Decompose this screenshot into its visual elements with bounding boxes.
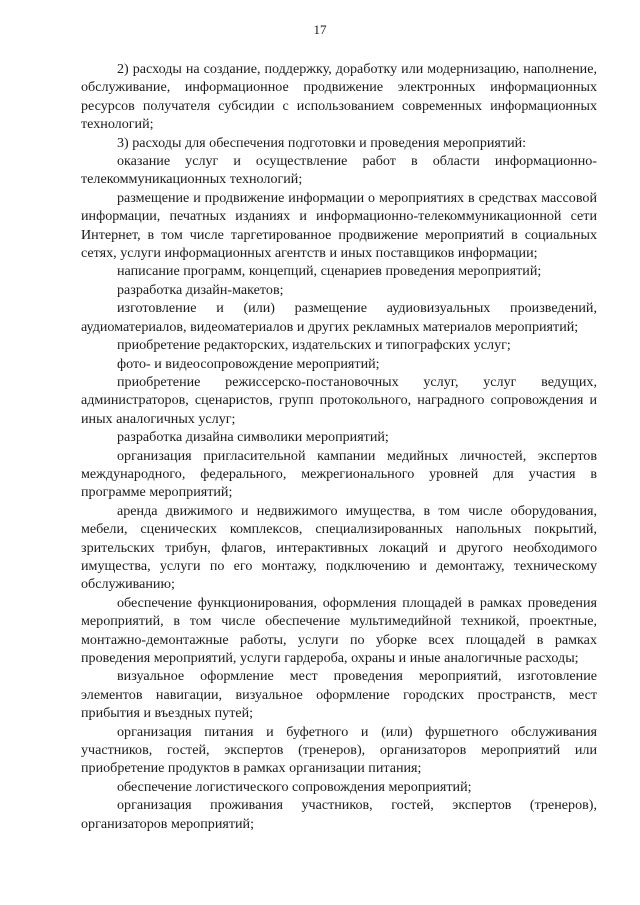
paragraph: фото- и видеосопровождение мероприятий; bbox=[117, 355, 380, 372]
paragraph: организация пригласительной кампании медийных личностей, экспертов международного, федерального, межрегионального уровней для участия в программе мероприятий; bbox=[81, 447, 597, 501]
paragraph: обеспечение функционирования, оформления площадей в рамках проведения мероприятий, в том числе обеспечение мультимедийной техникой, проектные, монтажно-демонтажные работы, услуги по уборке всех площадей в рамках проведения мероприятий, услуги гардероба, охраны и иные аналогичные расходы; bbox=[81, 594, 597, 666]
paragraph: приобретение режиссерско-постановочных услуг, услуг ведущих, администраторов, сценаристов, групп протокольного, наградного сопровождения и иных аналогичных услуг; bbox=[81, 373, 597, 427]
paragraph: написание программ, концепций, сценариев проведения мероприятий; bbox=[117, 263, 542, 280]
paragraph: размещение и продвижение информации о мероприятиях в средствах массовой информации, печатных изданиях и информационно-телекоммуникационной сети Интернет, в том числе таргетированное продвижение мероприятий в социальных сетях, услуги информационных агентств и иных поставщиков информации; bbox=[81, 189, 597, 262]
paragraph: разработка дизайна символики мероприятий; bbox=[117, 429, 389, 446]
paragraph: визуальное оформление мест проведения мероприятий, изготовление элементов навигации, визуальное оформление городских пространств, мест прибытия и въездных путей; bbox=[81, 668, 597, 722]
paragraph: изготовление и (или) размещение аудиовизуальных произведений, аудиоматериалов, видеоматериалов и других рекламных материалов мероприятий; bbox=[81, 300, 597, 335]
paragraph: обеспечение логистического сопровождения мероприятий; bbox=[117, 778, 472, 795]
paragraph: аренда движимого и недвижимого имущества, в том числе оборудования, мебели, сценических комплексов, специализированных напольных покрытий, зрительских трибун, флагов, интерактивных локаций и другого необходимого имущества, услуги по его монтажу, подключению и демонтажу, техническому обслуживанию; bbox=[81, 502, 597, 593]
paragraph: организация питания и буфетного и (или) фуршетного обслуживания участников, гостей, экспертов (тренеров), организаторов мероприятий или приобретение продуктов в рамках организации питания; bbox=[81, 723, 597, 777]
document-body bbox=[81, 60, 597, 833]
page-number: 17 bbox=[313, 22, 327, 37]
paragraph: оказание услуг и осуществление работ в области информационно-телекоммуникационных технологий; bbox=[81, 153, 597, 188]
paragraph: организация проживания участников, гостей, экспертов (тренеров), организаторов мероприятий; bbox=[81, 797, 597, 832]
paragraph: разработка дизайн-макетов; bbox=[117, 281, 284, 298]
paragraph: 3) расходы для обеспечения подготовки и проведения мероприятий: bbox=[117, 134, 527, 151]
paragraph: 2) расходы на создание, поддержку, доработку или модернизацию, наполнение, обслуживание, информационное продвижение электронных информационных ресурсов получателя субсидии с использованием современных информационных технологий; bbox=[81, 61, 597, 133]
paragraph: приобретение редакторских, издательских и типографских услуг; bbox=[117, 337, 511, 354]
